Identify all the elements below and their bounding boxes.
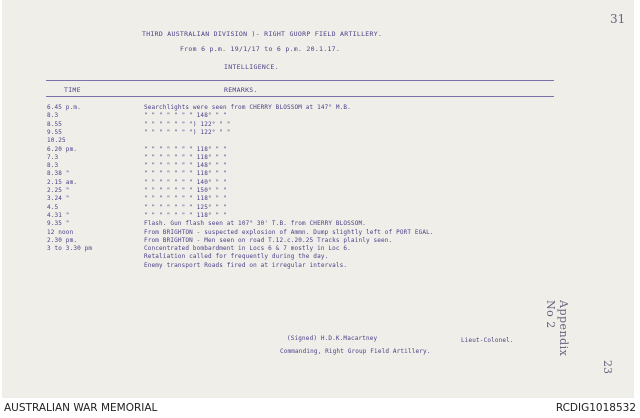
footer-right-label: RCDIG1018532 bbox=[555, 402, 636, 414]
entry-remark: Searchlights were seen from CHERRY BLOSSOM at 147° M.B. bbox=[144, 104, 351, 111]
entry-time: 6.45 p.m. bbox=[47, 104, 81, 111]
entry-remark: Retaliation called for frequently during the day. bbox=[144, 253, 329, 261]
entry-remark: " " " " " " " 148° " " bbox=[144, 162, 227, 170]
signature-role: Commanding, Right Group Field Artillery. bbox=[280, 348, 431, 355]
footer-bar bbox=[0, 398, 640, 418]
entry-time: 12 noon bbox=[47, 228, 74, 236]
entry-time: 10.25 bbox=[47, 137, 66, 145]
document-period: From 6 p.m. 19/1/17 to 6 p.m. 20.1.17. bbox=[180, 45, 341, 53]
document-subtitle: INTELLIGENCE. bbox=[224, 63, 279, 71]
entry-time: 6.20 pm. bbox=[47, 145, 78, 153]
entry-remark: " " " " " " " 118° " " bbox=[144, 153, 227, 161]
entry-remark: " " " " " " ") 122° " " bbox=[144, 120, 231, 128]
entry-time: 8.3 bbox=[47, 112, 59, 120]
entry-time: 3.24 " bbox=[47, 195, 70, 203]
entry-time: 8.38 " bbox=[47, 170, 70, 178]
entry-time: 2.15 am. bbox=[47, 178, 78, 186]
entry-time: 8.3 bbox=[47, 162, 59, 170]
entry-time: 3 to 3.30 pm bbox=[47, 245, 93, 253]
signature-line: (Signed) H.D.K.Macartney bbox=[287, 335, 378, 342]
entry-time: 4.31 " bbox=[47, 211, 70, 219]
footer-left-label: AUSTRALIAN WAR MEMORIAL bbox=[4, 402, 158, 414]
entry-remark: Flash. Gun flash seen at 107° 30' T.B. from CHERRY BLOSSOM. bbox=[144, 220, 366, 228]
signature-rank: Lieut-Colonel. bbox=[461, 337, 514, 344]
entry-remark: " " " " " " " 150° " " bbox=[144, 187, 227, 194]
entry-remark: From BRIGHTON - suspected explosion of Ammn. Dump slightly left of PORT EGAL. bbox=[144, 228, 434, 236]
entry-remark: " " " " " " " 118° " " bbox=[144, 195, 227, 203]
entry-remark: " " " " " " " 118° " " bbox=[144, 211, 227, 219]
document-title: THIRD AUSTRALIAN DIVISION )- RIGHT GUORP FIELD ARTILLERY. bbox=[142, 30, 383, 38]
column-header-time: TIME bbox=[64, 86, 81, 94]
entry-time: 9.55 bbox=[47, 128, 63, 136]
page-number-bottom: 23 bbox=[601, 360, 614, 374]
entry-remark: " " " " " " " 125° " " bbox=[144, 203, 227, 211]
table-top-rule bbox=[46, 80, 554, 81]
entry-time: 7.3 bbox=[47, 153, 59, 161]
entry-remark: Enemy transport Roads fired on at irregular intervals. bbox=[144, 261, 348, 269]
entry-time: 4.5 bbox=[47, 203, 59, 211]
entry-time: 8.55 bbox=[47, 120, 63, 128]
table-header-rule bbox=[46, 96, 554, 97]
entry-remark: " " " " " " " 140° " " bbox=[144, 178, 227, 186]
entry-remark: " " " " " " ") 122° " " bbox=[144, 128, 231, 136]
entry-remark: " " " " " " " 118° " " bbox=[144, 145, 227, 153]
entry-remark: From BRIGHTON - Men seen on road T.12.c.20.25 Tracks plainly seen. bbox=[144, 236, 393, 244]
page-number-top: 31 bbox=[610, 12, 626, 26]
entry-remark: Concentrated bombardment in Locs 6 & 7 mostly in Loc 6. bbox=[144, 245, 351, 253]
entry-time: 2.30 pm. bbox=[47, 236, 78, 244]
entry-time: 2.25 " bbox=[47, 187, 70, 194]
document-page bbox=[2, 0, 634, 398]
column-header-remarks: REMARKS. bbox=[224, 86, 258, 94]
entry-time: 9.35 " bbox=[47, 220, 70, 228]
entry-remark: " " " " " " " 118° " " bbox=[144, 170, 227, 178]
entry-remark: " " " " " " " 148° " " bbox=[144, 112, 227, 120]
appendix-note: Appendix No 2 bbox=[544, 300, 570, 357]
